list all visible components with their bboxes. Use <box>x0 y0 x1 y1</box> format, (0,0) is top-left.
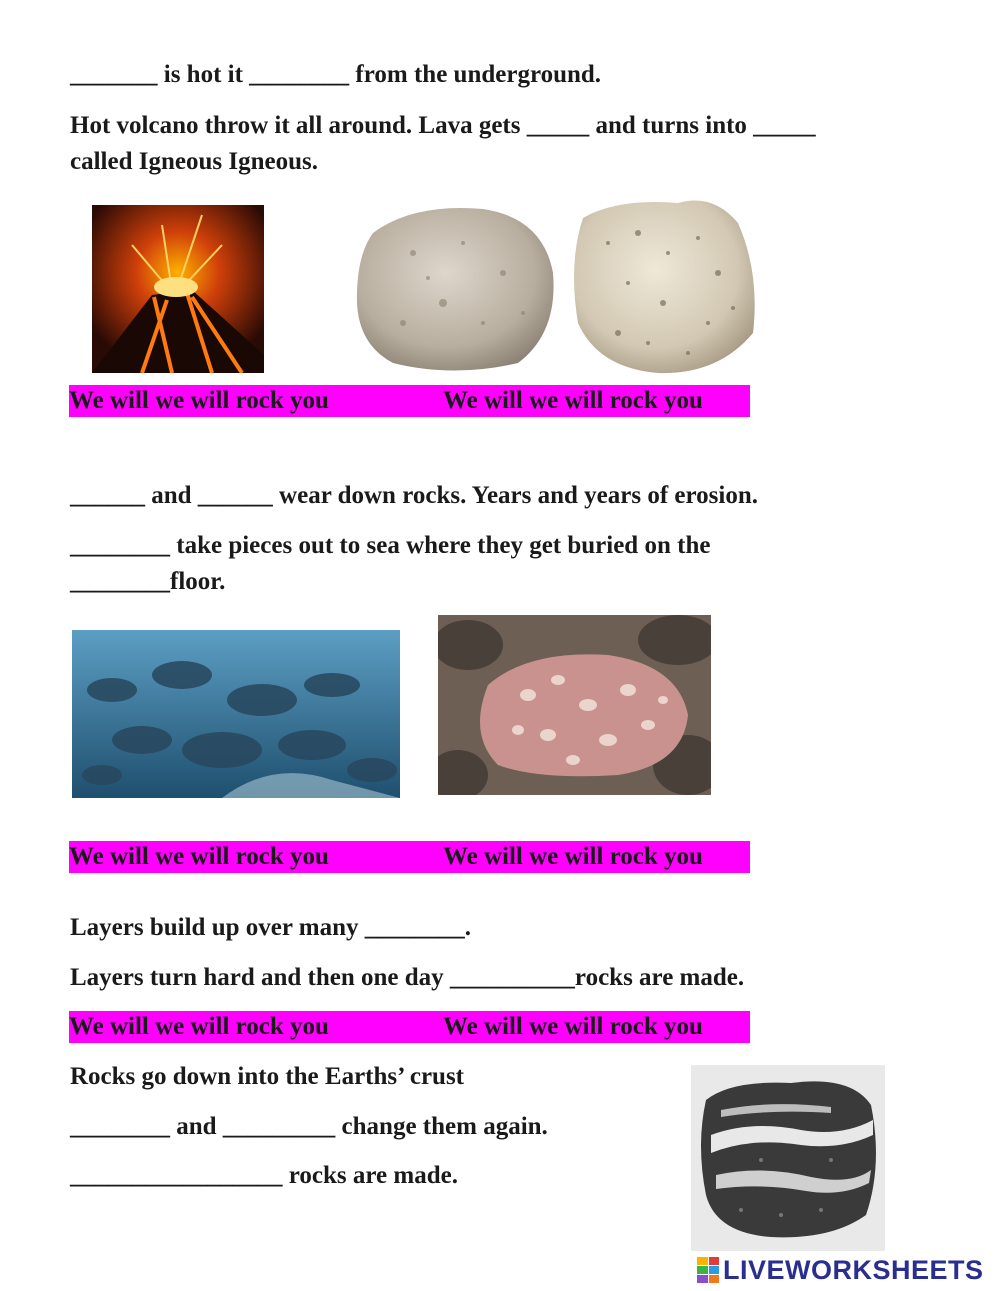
liveworksheets-logo <box>697 1254 984 1286</box>
pumice-rock-image-1 <box>353 203 558 375</box>
chorus-right-text: We will we will rock you <box>443 1013 703 1040</box>
seabed-image <box>72 630 400 798</box>
stanza1-line1: _______ is hot it ________ from the underground. <box>70 61 602 88</box>
stanza3-line2: Layers turn hard and then one day __________rocks are made. <box>70 964 745 991</box>
gneiss-rock-image <box>691 1065 885 1251</box>
chorus-left-text: We will we will rock you <box>69 1013 329 1040</box>
logo-mark-icon <box>697 1257 719 1283</box>
stanza3-line1: Layers build up over many ________. <box>70 914 471 941</box>
logo-text: LIVEWORKSHEETS <box>723 1254 984 1285</box>
stanza1-line3: called Igneous Igneous. <box>70 148 318 175</box>
stanza2-line1: ______ and ______ wear down rocks. Years and years of erosion. <box>70 482 758 509</box>
chorus-left-text: We will we will rock you <box>69 843 329 870</box>
pumice-rock-image-2 <box>568 193 760 377</box>
chorus-right-text: We will we will rock you <box>443 387 703 414</box>
stanza4-line3: _________________ rocks are made. <box>70 1162 458 1189</box>
chorus-left-text: We will we will rock you <box>69 387 329 414</box>
conglomerate-rock-image <box>438 615 711 795</box>
stanza2-line3: ________floor. <box>70 568 226 595</box>
stanza4-line2: ________ and _________ change them again. <box>70 1113 548 1140</box>
chorus-highlight-1 <box>69 385 750 417</box>
chorus-right-text: We will we will rock you <box>443 843 703 870</box>
stanza2-line2: ________ take pieces out to sea where they get buried on the <box>70 532 711 559</box>
volcano-image <box>92 205 264 373</box>
chorus-highlight-3 <box>69 1011 750 1043</box>
chorus-highlight-2 <box>69 841 750 873</box>
stanza4-line1: Rocks go down into the Earths’ crust <box>70 1063 464 1090</box>
stanza1-line2: Hot volcano throw it all around. Lava gets _____ and turns into _____ <box>70 112 816 139</box>
